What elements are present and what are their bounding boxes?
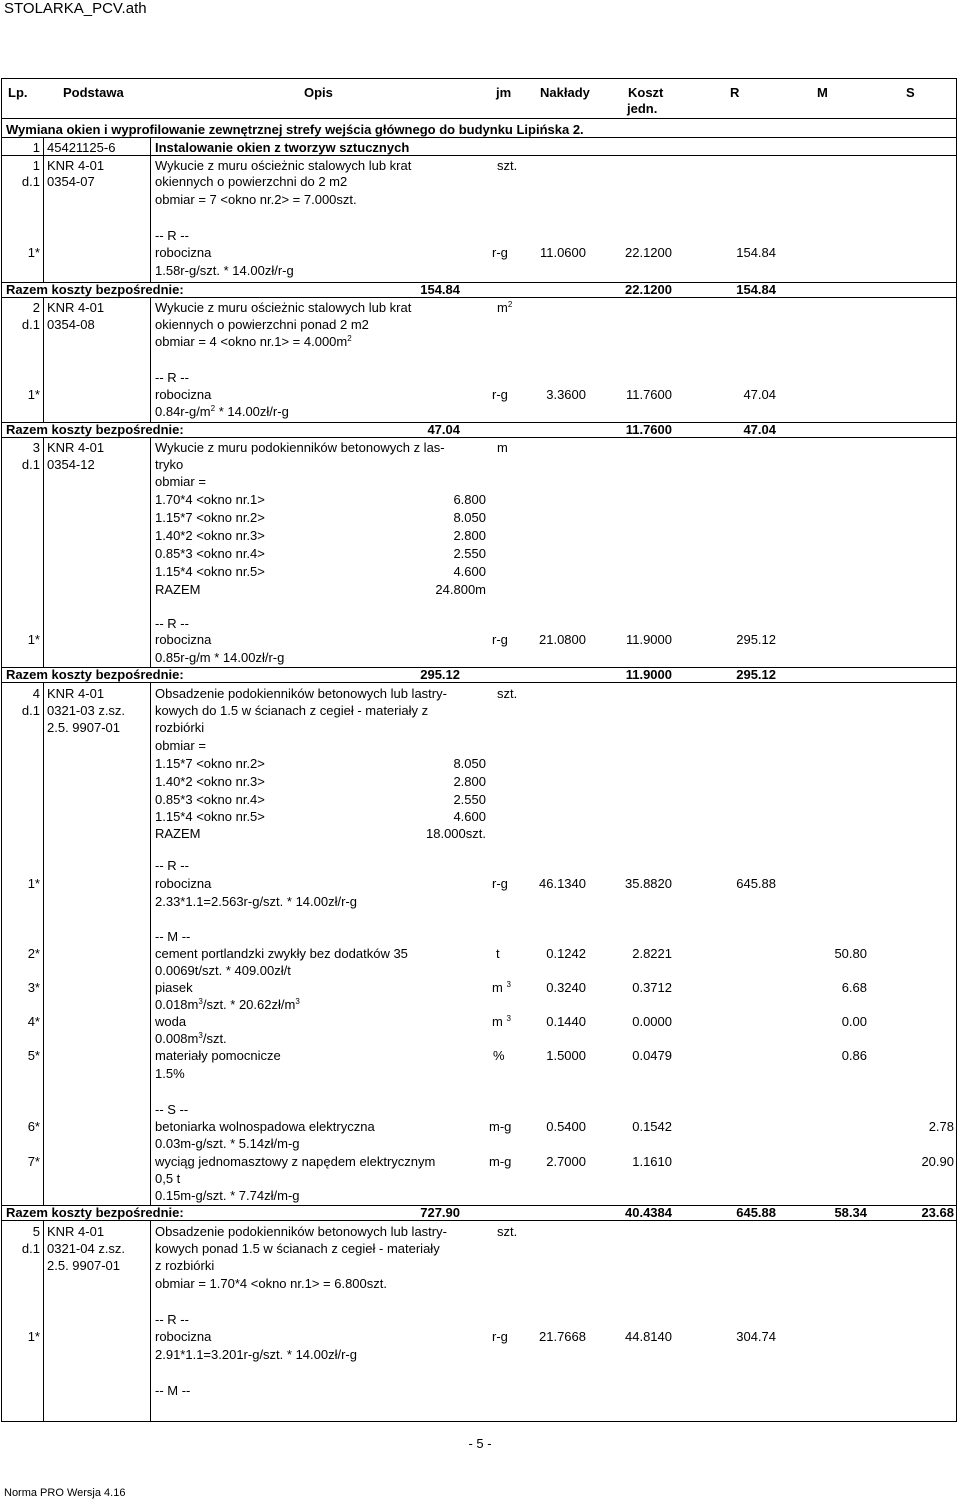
resource-jm: t [496, 946, 500, 961]
obmiar-total-label: RAZEM [155, 582, 201, 597]
position-description: Wykucie z muru ościeżnic stalowych lub krat [155, 158, 412, 173]
position-obmiar: obmiar = 7 <okno nr.2> = 7.000szt. [155, 192, 357, 207]
position-code-3: 2.5. 9907-01 [47, 720, 121, 735]
position-description-2: okiennych o powierzchni do 2 m2 [155, 174, 348, 189]
position-lp-d: d.1 [21, 703, 40, 718]
sum-bottom-border [1, 1220, 957, 1221]
table-top-border [1, 78, 957, 79]
resource-s-value: 2.78 [928, 1119, 954, 1134]
position-unit: szt. [497, 686, 518, 701]
sum-bottom-border [1, 437, 957, 438]
position-code: KNR 4-01 [47, 300, 105, 315]
resource-jm: r-g [492, 632, 508, 647]
sum-label: Razem koszty bezpośrednie: [6, 667, 184, 682]
col-header-koszt: Koszt [628, 85, 664, 100]
obmiar-line: 1.40*2 <okno nr.3> [155, 528, 265, 543]
resource-name: betoniarka wolnospadowa elektryczna [155, 1119, 375, 1134]
resource-norm: 0.85r-g/m * 14.00zł/r-g [155, 650, 285, 665]
labor-section-marker: -- R -- [155, 228, 189, 243]
resource-norm: 1.5% [155, 1066, 185, 1081]
resource-name: robocizna [155, 632, 212, 647]
material-section-marker: -- M -- [155, 929, 191, 944]
resource-naklady: 0.1440 [546, 1014, 586, 1029]
equipment-section-marker: -- S -- [155, 1102, 189, 1117]
col-divider-2b [150, 297, 151, 422]
obmiar-line: 1.15*7 <okno nr.2> [155, 756, 265, 771]
obmiar-total-value: 24.800m [435, 582, 486, 597]
position-lp: 2 [32, 300, 40, 315]
resource-r-value: 304.74 [736, 1329, 776, 1344]
resource-naklady: 21.7668 [539, 1329, 586, 1344]
resource-number: 4* [27, 1014, 40, 1029]
material-section-marker: -- M -- [155, 1383, 191, 1398]
position-lp-d: d.1 [21, 457, 40, 472]
resource-naklady: 46.1340 [539, 876, 586, 891]
sum-bottom-border [1, 682, 957, 683]
col-header-m: M [817, 85, 828, 100]
resource-jm: m-g [489, 1154, 512, 1169]
resource-koszt: 11.7600 [625, 387, 672, 402]
obmiar-value: 6.800 [453, 492, 486, 507]
position-description: Wykucie z muru ościeżnic stalowych lub krat [155, 300, 412, 315]
resource-norm: 1.58r-g/szt. * 14.00zł/r-g [155, 263, 294, 278]
position-code: KNR 4-01 [47, 158, 105, 173]
position-unit: szt. [497, 1224, 518, 1239]
resource-number: 5* [27, 1048, 40, 1063]
col-divider-2c [150, 437, 151, 667]
sum-r: 295.12 [736, 667, 776, 682]
resource-norm: $0.008m^3$/szt. [155, 1031, 227, 1046]
resource-jm: m $^3$ [492, 980, 511, 995]
col-divider-2e [150, 1220, 151, 1422]
footer-software: Norma PRO Wersja 4.16 [4, 1487, 126, 1499]
resource-norm: 2.91*1.1=3.201r-g/szt. * 14.00zł/r-g [155, 1347, 357, 1362]
resource-naklady: 1.5000 [546, 1048, 586, 1063]
col-divider-2d [150, 682, 151, 1206]
obmiar-value: 4.600 [453, 809, 486, 824]
position-code-2: 0354-07 [47, 174, 95, 189]
labor-section-marker: -- R -- [155, 858, 189, 873]
sum-r: 645.88 [736, 1205, 776, 1220]
sum-bottom-border [1, 297, 957, 298]
resource-naklady: 0.5400 [546, 1119, 586, 1134]
position-lp: 4 [32, 686, 40, 701]
position-code-2: 0321-03 z.sz. [47, 703, 126, 718]
resource-koszt: 2.8221 [632, 946, 672, 961]
sum-r: 47.04 [743, 422, 776, 437]
position-code-3: 2.5. 9907-01 [47, 1258, 121, 1273]
resource-m-value: 0.00 [841, 1014, 867, 1029]
resource-norm: $0.018m^3$/szt. * $20.62zł/m^3$ [155, 997, 300, 1012]
obmiar-total-label: RAZEM [155, 826, 201, 841]
obmiar-label: obmiar = [155, 738, 206, 753]
table-bottom-border [1, 1421, 957, 1422]
subsection-border [1, 155, 957, 156]
resource-koszt: 22.1200 [625, 245, 672, 260]
resource-koszt: 1.1610 [632, 1154, 672, 1169]
col-header-opis: Opis [304, 85, 333, 100]
sum-koszt: 40.4384 [625, 1205, 672, 1220]
position-description-2: kowych ponad 1.5 w ścianach z cegieł - materiały [155, 1241, 440, 1256]
position-description: Wykucie z muru podokienników betonowych z las- [155, 440, 445, 455]
resource-name: materiały pomocnicze [155, 1048, 281, 1063]
resource-number: 1* [27, 1329, 40, 1344]
obmiar-line: 0.85*3 <okno nr.4> [155, 546, 265, 561]
col-header-jm: jm [496, 85, 512, 100]
position-unit: $m^2$ [497, 300, 513, 315]
subsection-code: 45421125-6 [47, 140, 116, 155]
position-description-2: okiennych o powierzchni ponad 2 m2 [155, 317, 369, 332]
resource-koszt: 0.3712 [632, 980, 672, 995]
resource-name-2: 0,5 t [155, 1171, 181, 1186]
sum-koszt: 11.9000 [625, 667, 672, 682]
sum-s: 23.68 [921, 1205, 954, 1220]
section-title: Wymiana okien i wyprofilowanie zewnętrznej strefy wejścia głównego do budynku Lipińska 2. [6, 122, 584, 137]
resource-number: 7* [27, 1154, 40, 1169]
resource-name: woda [155, 1014, 187, 1029]
position-code-2: 0354-12 [47, 457, 95, 472]
position-lp: 5 [32, 1224, 40, 1239]
resource-jm: r-g [492, 387, 508, 402]
sum-total: 727.90 [420, 1205, 460, 1220]
resource-naklady: 0.1242 [546, 946, 586, 961]
resource-r-value: 645.88 [736, 876, 776, 891]
obmiar-line: 1.15*4 <okno nr.5> [155, 564, 265, 579]
resource-jm: r-g [492, 245, 508, 260]
resource-jm: r-g [492, 876, 508, 891]
resource-m-value: 50.80 [834, 946, 867, 961]
sum-total: 295.12 [420, 667, 460, 682]
position-description-3: z rozbiórki [155, 1258, 215, 1273]
subsection-lp: 1 [32, 140, 40, 155]
sum-label: Razem koszty bezpośrednie: [6, 422, 184, 437]
sum-m: 58.34 [834, 1205, 867, 1220]
sum-koszt: 22.1200 [625, 282, 672, 297]
position-code-2: 0321-04 z.sz. [47, 1241, 126, 1256]
col-header-jedn: jedn. [627, 101, 658, 116]
resource-koszt: 0.1542 [632, 1119, 672, 1134]
resource-koszt: 0.0479 [632, 1048, 672, 1063]
obmiar-line: 0.85*3 <okno nr.4> [155, 792, 265, 807]
obmiar-line: 1.15*4 <okno nr.5> [155, 809, 265, 824]
position-lp-d: d.1 [21, 317, 40, 332]
position-unit: m [497, 440, 508, 455]
resource-jm: m $^3$ [492, 1014, 511, 1029]
obmiar-value: 8.050 [453, 756, 486, 771]
resource-koszt: 35.8820 [625, 876, 672, 891]
obmiar-label: obmiar = [155, 474, 206, 489]
subsection-name: Instalowanie okien z tworzyw sztucznych [155, 140, 410, 155]
resource-m-value: 0.86 [841, 1048, 867, 1063]
resource-norm: 0.03m-g/szt. * 5.14zł/m-g [155, 1136, 300, 1151]
obmiar-value: 8.050 [453, 510, 486, 525]
position-description: Obsadzenie podokienników betonowych lub lastry- [155, 686, 447, 701]
position-code-2: 0354-08 [47, 317, 95, 332]
col-divider-2 [150, 137, 151, 283]
resource-number: 1* [27, 632, 40, 647]
resource-number: 6* [27, 1119, 40, 1134]
col-header-s: S [906, 85, 915, 100]
resource-koszt: 0.0000 [632, 1014, 672, 1029]
col-header-lp: Lp. [8, 85, 28, 100]
resource-r-value: 47.04 [743, 387, 776, 402]
resource-r-value: 295.12 [736, 632, 776, 647]
resource-naklady: 21.0800 [539, 632, 586, 647]
resource-name: piasek [155, 980, 193, 995]
resource-name: robocizna [155, 1329, 212, 1344]
resource-koszt: 44.8140 [625, 1329, 672, 1344]
resource-jm: % [493, 1048, 505, 1063]
resource-name: robocizna [155, 245, 212, 260]
resource-naklady: 3.3600 [546, 387, 586, 402]
position-obmiar: obmiar = 4 <okno $nr.1> = 4.000m^2$ [155, 334, 352, 349]
labor-section-marker: -- R -- [155, 1312, 189, 1327]
resource-naklady: 0.3240 [546, 980, 586, 995]
position-code: KNR 4-01 [47, 1224, 105, 1239]
resource-name: robocizna [155, 876, 212, 891]
resource-name: cement portlandzki zwykły bez dodatków 35 [155, 946, 408, 961]
obmiar-value: 2.800 [453, 528, 486, 543]
resource-s-value: 20.90 [921, 1154, 954, 1169]
position-code: KNR 4-01 [47, 686, 105, 701]
sum-total: 154.84 [420, 282, 460, 297]
position-obmiar: obmiar = 1.70*4 <okno nr.1> = 6.800szt. [155, 1276, 387, 1291]
resource-norm: 0.0069t/szt. * 409.00zł/t [155, 963, 291, 978]
obmiar-value: 4.600 [453, 564, 486, 579]
position-description: Obsadzenie podokienników betonowych lub lastry- [155, 1224, 447, 1239]
sum-koszt: 11.7600 [625, 422, 672, 437]
col-header-naklady: Nakłady [540, 85, 590, 100]
sum-total: 47.04 [427, 422, 460, 437]
resource-koszt: 11.9000 [625, 632, 672, 647]
section-title-border [1, 137, 957, 138]
page-number: - 5 - [468, 1436, 492, 1451]
col-divider-1b [43, 297, 44, 422]
resource-norm: 0.15m-g/szt. * 7.74zł/m-g [155, 1188, 300, 1203]
col-header-podstawa: Podstawa [63, 85, 124, 100]
col-divider-1d [43, 682, 44, 1206]
labor-section-marker: -- R -- [155, 370, 189, 385]
obmiar-total-value: 18.000szt. [426, 826, 486, 841]
position-lp-d: d.1 [21, 174, 40, 189]
position-description-2: tryko [155, 457, 184, 472]
resource-naklady: 11.0600 [539, 245, 586, 260]
obmiar-value: 2.550 [453, 546, 486, 561]
resource-number: 1* [27, 245, 40, 260]
position-description-2: kowych do 1.5 w ścianach z cegieł - materiały z [155, 703, 429, 718]
resource-norm: 2.33*1.1=2.563r-g/szt. * 14.00zł/r-g [155, 894, 357, 909]
col-divider-1e [43, 1220, 44, 1422]
resource-name: robocizna [155, 387, 212, 402]
resource-number: 1* [27, 876, 40, 891]
col-divider-1 [43, 137, 44, 283]
col-divider-1c [43, 437, 44, 667]
sum-label: Razem koszty bezpośrednie: [6, 282, 184, 297]
position-description-3: rozbiórki [155, 720, 205, 735]
resource-number: 2* [27, 946, 40, 961]
col-header-r: R [730, 85, 740, 100]
resource-number: 1* [27, 387, 40, 402]
obmiar-line: 1.15*7 <okno nr.2> [155, 510, 265, 525]
obmiar-line: 1.40*2 <okno nr.3> [155, 774, 265, 789]
obmiar-value: 2.800 [453, 774, 486, 789]
resource-norm: $0.84r-g/m^2$ * 14.00zł/r-g [155, 404, 289, 419]
resource-r-value: 154.84 [736, 245, 776, 260]
position-code: KNR 4-01 [47, 440, 105, 455]
resource-jm: r-g [492, 1329, 508, 1344]
sum-r: 154.84 [736, 282, 776, 297]
resource-jm: m-g [489, 1119, 512, 1134]
position-lp-d: d.1 [21, 1241, 40, 1256]
labor-section-marker: -- R -- [155, 616, 189, 631]
position-lp: 1 [32, 158, 40, 173]
document-title: STOLARKA_PCV.ath [4, 0, 147, 17]
resource-name: wyciąg jednomasztowy z napędem elektrycznym [155, 1154, 436, 1169]
resource-m-value: 6.68 [841, 980, 867, 995]
resource-number: 3* [27, 980, 40, 995]
resource-naklady: 2.7000 [546, 1154, 586, 1169]
position-unit: szt. [497, 158, 518, 173]
sum-label: Razem koszty bezpośrednie: [6, 1205, 184, 1220]
obmiar-value: 2.550 [453, 792, 486, 807]
obmiar-line: 1.70*4 <okno nr.1> [155, 492, 265, 507]
header-bottom-border [1, 118, 957, 119]
position-lp: 3 [32, 440, 40, 455]
